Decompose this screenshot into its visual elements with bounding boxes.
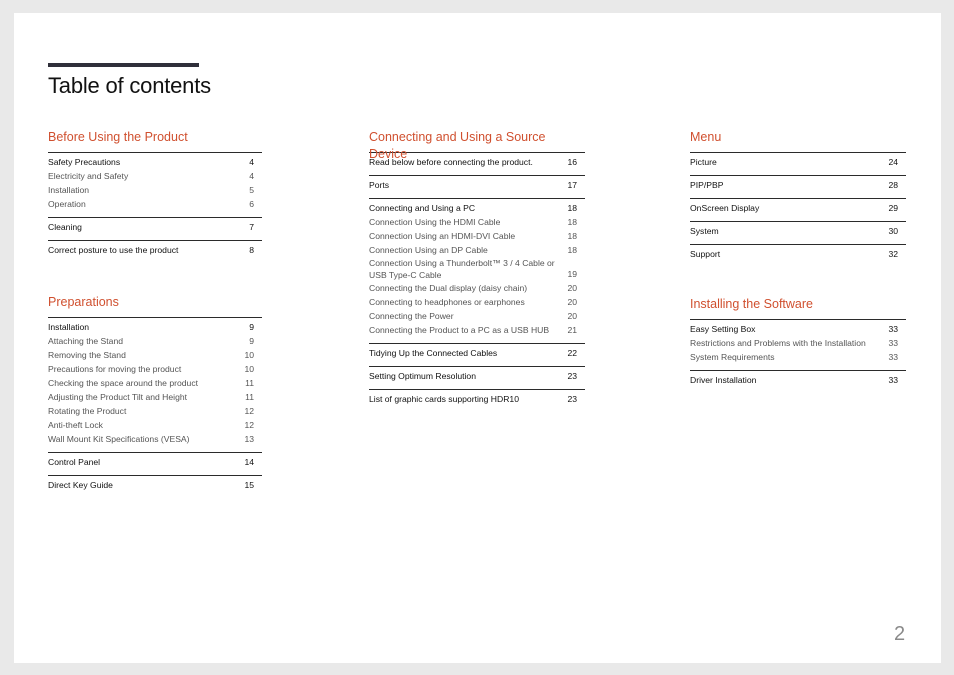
toc-entry-page: 7 <box>249 222 254 232</box>
toc-entry-page: 15 <box>244 480 254 490</box>
page-title: Table of contents <box>48 73 211 98</box>
section-entries <box>690 319 906 393</box>
toc-entry-sub[interactable] <box>690 350 906 364</box>
toc-section <box>48 294 262 498</box>
toc-group <box>690 175 906 198</box>
section-heading[interactable]: Preparations <box>48 295 119 309</box>
toc-entry-page: 23 <box>567 394 577 404</box>
toc-section <box>369 129 585 412</box>
toc-entry-label: Easy Setting Box <box>690 324 756 334</box>
toc-entry-label: Removing the Stand <box>48 350 126 360</box>
toc-entry-main[interactable] <box>48 220 262 234</box>
toc-group <box>48 152 262 217</box>
toc-entry-sub[interactable] <box>369 281 585 295</box>
toc-entry-label: Picture <box>690 157 717 167</box>
toc-entry-page: 17 <box>567 180 577 190</box>
toc-entry-main[interactable] <box>690 373 906 387</box>
toc-entry-label: Rotating the Product <box>48 406 127 416</box>
toc-entry-label: Connection Using an HDMI-DVI Cable <box>369 231 516 241</box>
toc-entry-main[interactable] <box>690 247 906 261</box>
toc-entry-label: Connecting to headphones or earphones <box>369 297 525 307</box>
toc-entry-sub[interactable] <box>690 336 906 350</box>
toc-entry-sub[interactable] <box>48 404 262 418</box>
section-heading[interactable]: Installing the Software <box>690 297 813 311</box>
toc-group <box>369 175 585 198</box>
toc-entry-sub[interactable] <box>48 432 262 446</box>
toc-entry-label: Control Panel <box>48 457 101 467</box>
toc-entry-label: Restrictions and Problems with the Installation <box>690 338 866 348</box>
toc-entry-page: 18 <box>567 203 577 213</box>
toc-entry-sub[interactable] <box>48 376 262 390</box>
toc-entry-label: Operation <box>48 199 86 209</box>
toc-group <box>690 198 906 221</box>
toc-entry-main[interactable] <box>48 455 262 469</box>
toc-entry-page: 20 <box>567 283 577 293</box>
toc-entry-label: Checking the space around the product <box>48 378 199 388</box>
section-entries <box>48 152 262 263</box>
toc-entry-sub[interactable] <box>48 390 262 404</box>
toc-entry-sub[interactable] <box>369 309 585 323</box>
toc-entry-page: 20 <box>567 311 577 321</box>
toc-entry-sub[interactable] <box>369 295 585 309</box>
toc-entry-label: Connecting the Product to a PC as a USB HUB <box>369 325 550 335</box>
toc-entry-main[interactable] <box>690 155 906 169</box>
toc-group <box>369 366 585 389</box>
toc-entry-sub[interactable] <box>48 197 262 211</box>
toc-entry-label: Connection Using a Thunderbolt™ 3 / 4 Cable or USB Type-C Cable <box>369 258 555 280</box>
toc-entry-page: 14 <box>244 457 254 467</box>
toc-entry-sub[interactable] <box>48 334 262 348</box>
page-number: 2 <box>894 623 906 645</box>
title-accent-bar <box>48 63 199 67</box>
toc-entry-page: 32 <box>888 249 898 259</box>
toc-entry-main[interactable] <box>690 178 906 192</box>
toc-entry-main[interactable] <box>690 322 906 336</box>
toc-entry-label: Anti-theft Lock <box>48 420 103 430</box>
toc-group <box>48 217 262 240</box>
toc-entry-page: 11 <box>245 378 254 388</box>
toc-entry-page: 6 <box>249 199 254 209</box>
toc-entry-label: Correct posture to use the product <box>48 245 179 255</box>
toc-entry-label: Connecting the Dual display (daisy chain) <box>369 283 528 293</box>
toc-entry-page: 4 <box>249 157 254 167</box>
toc-entry-page: 33 <box>888 324 898 334</box>
toc-entry-label: Cleaning <box>48 222 82 232</box>
toc-entry-label: Wall Mount Kit Specifications (VESA) <box>48 434 190 444</box>
toc-entry-main[interactable] <box>369 369 585 383</box>
section-entries <box>48 317 262 498</box>
toc-group <box>369 198 585 343</box>
toc-entry-page: 13 <box>244 434 254 444</box>
toc-entry-page: 4 <box>249 171 254 181</box>
toc-entry-main[interactable] <box>369 201 585 215</box>
toc-entry-page: 33 <box>888 375 898 385</box>
toc-entry-page: 20 <box>567 297 577 307</box>
toc-entry-main[interactable] <box>48 155 262 169</box>
toc-entry-page: 24 <box>888 157 898 167</box>
toc-entry-page: 28 <box>888 180 898 190</box>
toc-entry-sub[interactable] <box>48 362 262 376</box>
toc-entry-page: 10 <box>244 350 254 360</box>
toc-group <box>690 370 906 393</box>
toc-entry-page: 22 <box>567 348 577 358</box>
toc-entry-label: System Requirements <box>690 352 775 362</box>
toc-entry-page: 10 <box>244 364 254 374</box>
toc-group <box>690 244 906 267</box>
toc-entry-page: 18 <box>567 245 577 255</box>
toc-entry-label: Connecting and Using a PC <box>369 203 476 213</box>
toc-entry-page: 9 <box>249 322 254 332</box>
toc-entry-page: 33 <box>888 338 898 348</box>
toc-entry-label: Attaching the Stand <box>48 336 124 346</box>
toc-entry-page: 29 <box>888 203 898 213</box>
document-page <box>14 13 941 663</box>
toc-entry-label: Electricity and Safety <box>48 171 129 181</box>
section-heading[interactable]: Menu <box>690 130 722 144</box>
toc-group <box>48 452 262 475</box>
toc-entry-label: Installation <box>48 185 90 195</box>
toc-entry-sub[interactable] <box>369 243 585 257</box>
toc-entry-page: 12 <box>244 420 254 430</box>
toc-entry-page: 16 <box>567 157 577 167</box>
toc-entry-page: 9 <box>249 336 254 346</box>
toc-entry-label: Connection Using the HDMI Cable <box>369 217 501 227</box>
toc-entry-label: OnScreen Display <box>690 203 760 213</box>
toc-entry-label: Installation <box>48 322 90 332</box>
toc-entry-label: System <box>690 226 719 236</box>
section-entries <box>369 152 585 412</box>
toc-entry-label: Read below before connecting the product. <box>369 157 533 167</box>
toc-group <box>690 152 906 175</box>
toc-group <box>369 343 585 366</box>
toc-entry-sub[interactable] <box>369 229 585 243</box>
toc-entry-label: Precautions for moving the product <box>48 364 182 374</box>
toc-entry-page: 8 <box>249 245 254 255</box>
toc-entry-label: Connecting the Power <box>369 311 454 321</box>
toc-entry-label: Connection Using an DP Cable <box>369 245 488 255</box>
toc-entry-sub[interactable] <box>48 183 262 197</box>
toc-entry-sub[interactable] <box>48 169 262 183</box>
section-entries <box>690 152 906 267</box>
toc-entry-sub[interactable] <box>369 323 585 337</box>
toc-group <box>48 240 262 263</box>
toc-entry-label: Driver Installation <box>690 375 757 385</box>
toc-entry-label: PIP/PBP <box>690 180 724 190</box>
toc-entry-main[interactable] <box>369 155 585 169</box>
toc-group <box>48 475 262 498</box>
toc-entry-main[interactable] <box>48 478 262 492</box>
toc-section <box>690 129 906 267</box>
toc-entry-main[interactable] <box>48 320 262 334</box>
toc-entry-main[interactable] <box>369 178 585 192</box>
toc-entry-sub[interactable] <box>48 348 262 362</box>
toc-group <box>369 389 585 412</box>
toc-entry-main[interactable] <box>690 201 906 215</box>
toc-entry-label: Support <box>690 249 721 259</box>
toc-entry-label: Tidying Up the Connected Cables <box>369 348 498 358</box>
toc-entry-page: 11 <box>245 392 254 402</box>
toc-entry-page: 21 <box>567 325 577 335</box>
toc-entry-page: 18 <box>567 231 577 241</box>
toc-entry-page: 18 <box>567 217 577 227</box>
toc-entry-main[interactable] <box>369 346 585 360</box>
toc-entry-main[interactable] <box>369 392 585 406</box>
toc-section <box>690 296 906 393</box>
toc-entry-label: Direct Key Guide <box>48 480 113 490</box>
toc-entry-sub[interactable] <box>369 257 585 281</box>
toc-group <box>690 221 906 244</box>
toc-entry-page: 19 <box>567 269 577 279</box>
section-heading[interactable]: Connecting and Using a Source Device <box>369 130 546 161</box>
toc-entry-page: 23 <box>567 371 577 381</box>
toc-entry-main[interactable] <box>690 224 906 238</box>
toc-section <box>48 129 262 263</box>
toc-entry-label: Setting Optimum Resolution <box>369 371 476 381</box>
section-heading[interactable]: Before Using the Product <box>48 130 188 144</box>
toc-entry-label: Safety Precautions <box>48 157 121 167</box>
toc-group <box>690 319 906 370</box>
toc-group <box>48 317 262 452</box>
toc-entry-label: List of graphic cards supporting HDR10 <box>369 394 519 404</box>
toc-entry-sub[interactable] <box>369 215 585 229</box>
toc-entry-label: Ports <box>369 180 390 190</box>
toc-group <box>369 152 585 175</box>
toc-entry-sub[interactable] <box>48 418 262 432</box>
toc-entry-label: Adjusting the Product Tilt and Height <box>48 392 188 402</box>
toc-entry-page: 33 <box>888 352 898 362</box>
toc-entry-page: 30 <box>888 226 898 236</box>
toc-entry-main[interactable] <box>48 243 262 257</box>
toc-entry-page: 12 <box>244 406 254 416</box>
toc-entry-page: 5 <box>249 185 254 195</box>
